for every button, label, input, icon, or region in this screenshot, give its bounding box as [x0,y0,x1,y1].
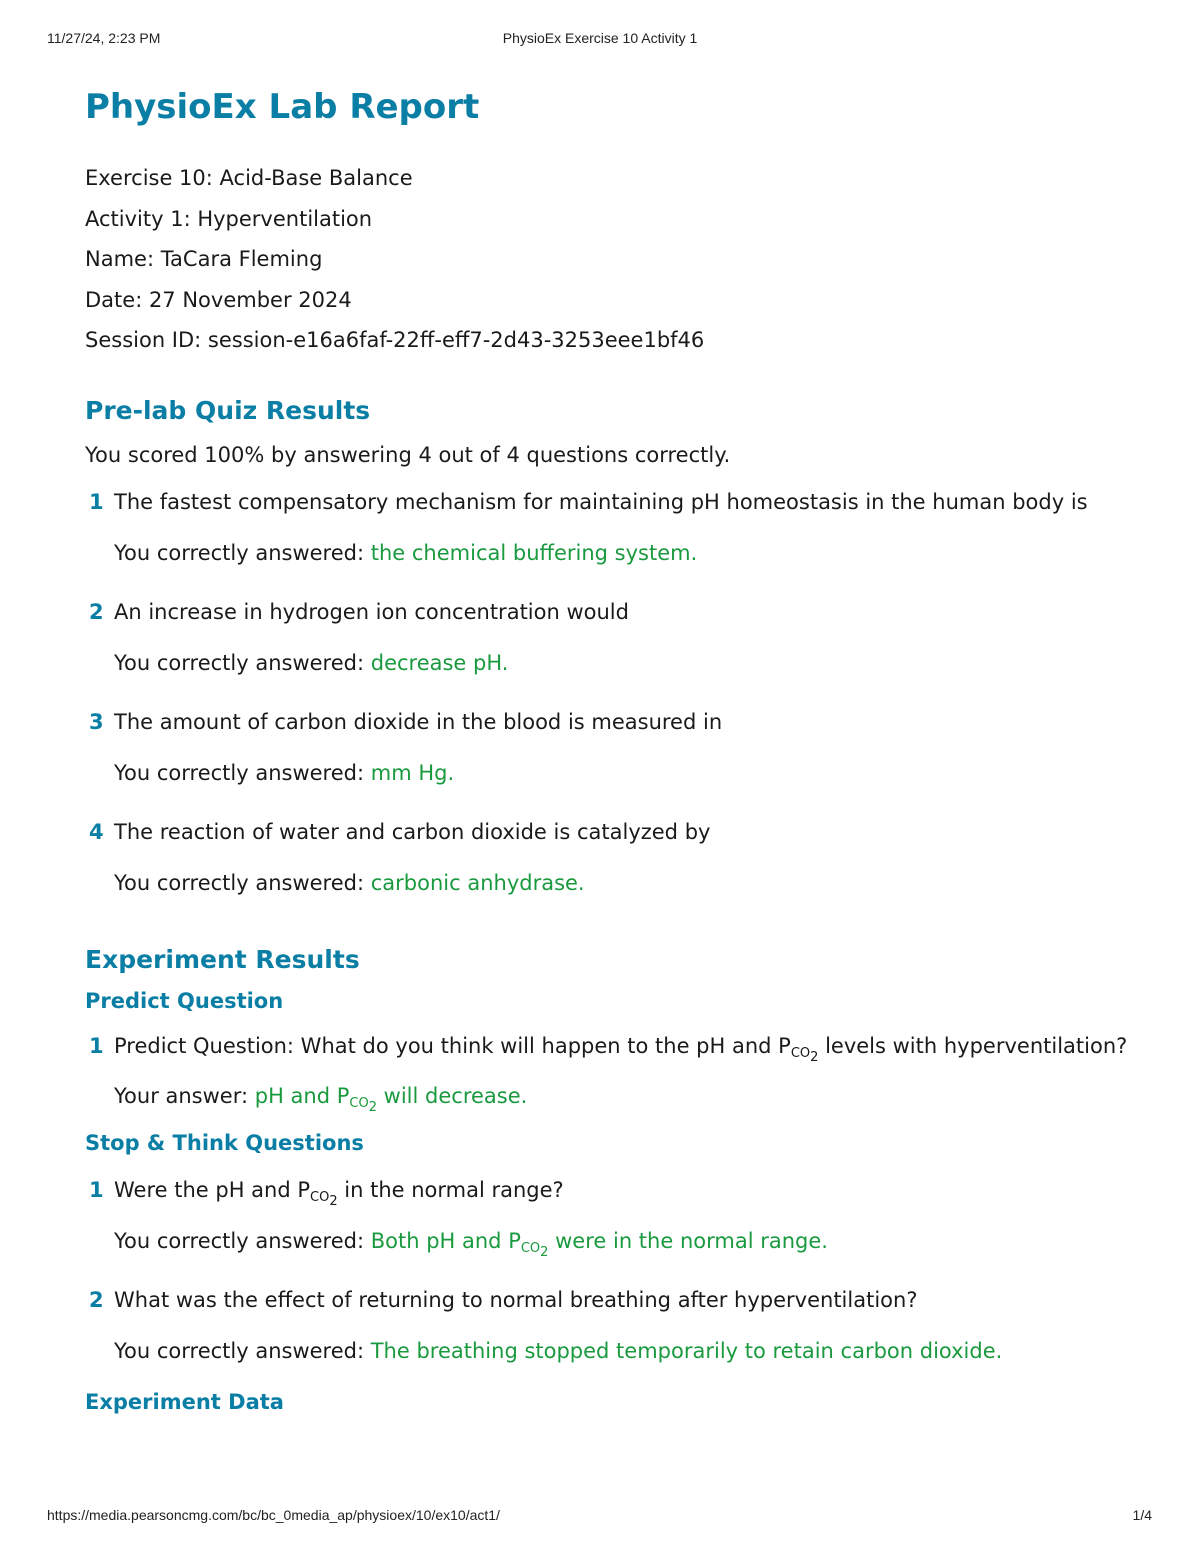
question-text: The fastest compensatory mechanism for maintaining pH homeostasis in the human body is [114,489,1088,514]
answer-prefix: You correctly answered: [114,760,371,785]
answer-value: The breathing stopped temporarily to retain carbon dioxide. [370,1338,1003,1363]
predict-heading: Predict Question [85,988,284,1013]
prelab-question-4 [85,814,1165,902]
meta-name: Name: TaCara Fleming [85,247,323,271]
question-text: The reaction of water and carbon dioxide is catalyzed by [114,819,711,844]
answer-value: the chemical buffering system. [370,540,698,565]
answer-prefix: You correctly answered: [114,870,371,895]
question-text: An increase in hydrogen ion concentration would [114,599,629,624]
answer-prefix: You correctly answered: [114,1228,371,1253]
experiment-data-heading: Experiment Data [85,1389,284,1414]
print-page-number: 1/4 [1132,1507,1152,1523]
question-answer [114,755,1165,792]
meta-session-id: Session ID: session-e16a6faf-22ff-eff7-2d43-3253eee1bf46 [85,328,705,352]
prelab-score: You scored 100% by answering 4 out of 4 questions correctly. [85,442,731,467]
stop-think-heading: Stop & Think Questions [85,1130,364,1155]
question-text: The amount of carbon dioxide in the blood is measured in [114,709,723,734]
question-number: 1 [89,1033,104,1058]
stop-think-question-2 [85,1282,1165,1370]
question-number: 1 [89,1177,104,1202]
question-number: 3 [89,709,104,734]
answer-value: Both pH and $P_{CO_2}$ were in the normal range. [370,1228,828,1260]
question-text: Predict Question: What do you think will happen to the pH and $P_{CO_2}$ levels with hyperventilation? [114,1033,1128,1065]
print-url: https://media.pearsoncmg.com/bc/bc_0media_ap/physioex/10/ex10/act1/ [47,1507,500,1523]
prelab-question-3 [85,704,1165,792]
question-number: 2 [89,599,104,624]
experiment-heading: Experiment Results [85,944,360,974]
answer-prefix: You correctly answered: [114,1338,371,1363]
answer-prefix: Your answer: [114,1083,255,1108]
answer-value: pH and $P_{CO_2}$ will decrease. [254,1083,528,1115]
question-text: What was the effect of returning to normal breathing after hyperventilation? [114,1287,918,1312]
prelab-heading: Pre-lab Quiz Results [85,395,371,425]
question-text: Were the pH and $P_{CO_2}$ in the normal range? [114,1177,564,1209]
answer-value: mm Hg. [370,760,455,785]
question-answer [114,1078,1165,1115]
question-number: 2 [89,1287,104,1312]
question-number: 1 [89,489,104,514]
meta-exercise: Exercise 10: Acid-Base Balance [85,166,413,190]
print-page-title: PhysioEx Exercise 10 Activity 1 [502,30,698,46]
question-answer [114,1333,1165,1370]
predict-question-1 [85,1028,1165,1115]
prelab-question-1 [85,484,1165,572]
meta-date: Date: 27 November 2024 [85,287,352,312]
meta-activity: Activity 1: Hyperventilation [85,206,373,231]
question-answer [114,645,1165,682]
print-datetime: 11/27/24, 2:23 PM [47,30,161,46]
answer-value: carbonic anhydrase. [370,870,585,895]
question-answer [114,865,1165,902]
answer-value: decrease pH. [370,650,509,675]
question-number: 4 [89,819,104,844]
answer-prefix: You correctly answered: [114,650,371,675]
question-answer [114,1223,1165,1260]
question-answer [114,535,1165,572]
stop-think-question-1 [85,1172,1165,1260]
report-content [85,80,1165,1416]
prelab-question-2 [85,594,1165,682]
report-title: PhysioEx Lab Report [85,87,480,127]
report-meta [85,158,1165,361]
answer-prefix: You correctly answered: [114,540,371,565]
